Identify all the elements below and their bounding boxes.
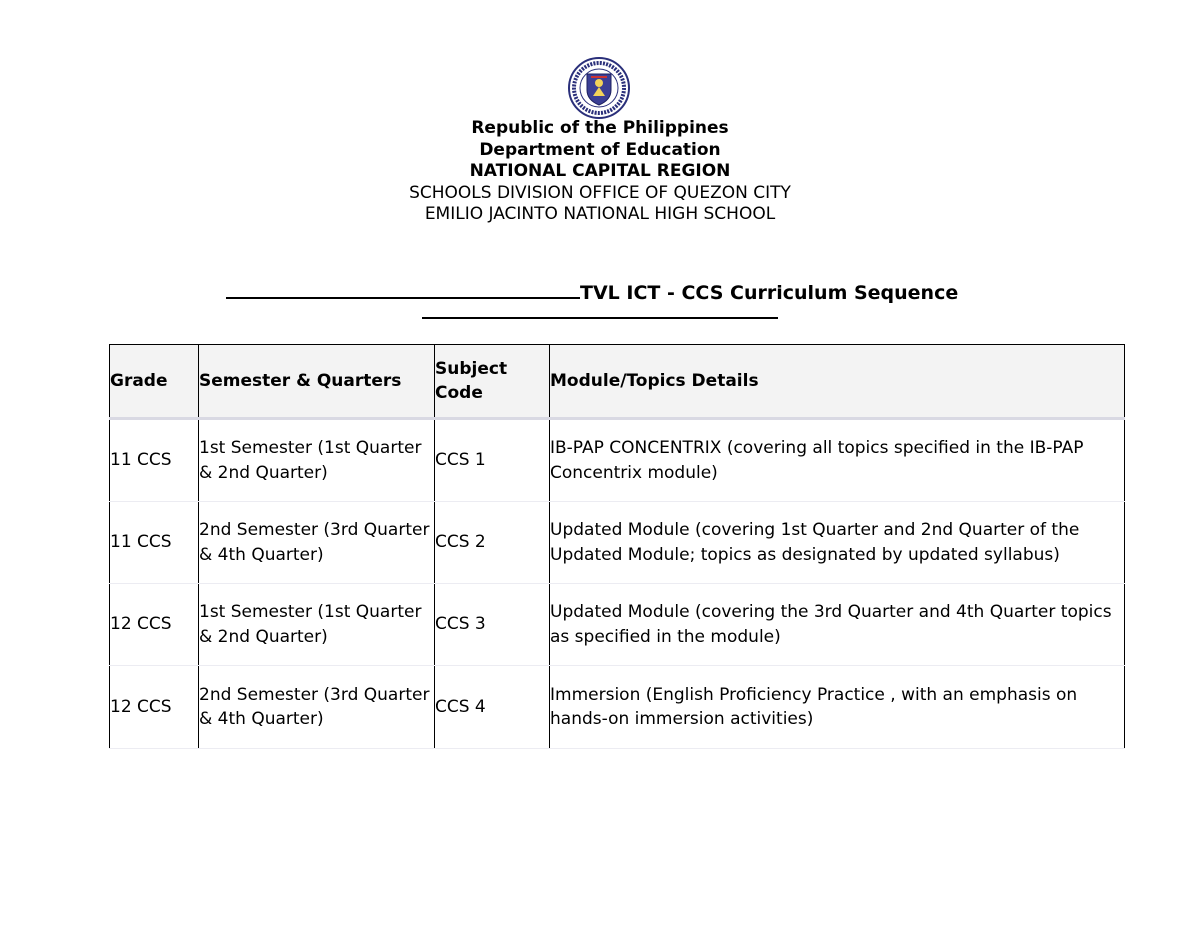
division-office: SCHOOLS DIVISION OFFICE OF QUEZON CITY <box>409 182 791 203</box>
cell-subject-code: CCS 1 <box>435 419 550 502</box>
cell-details: Immersion (English Proficiency Practice , with an emphasis on hands-on immersion activities) <box>550 666 1125 749</box>
table-row <box>110 666 1125 749</box>
table-header-row <box>110 345 1125 419</box>
cell-semester: 1st Semester (1st Quarter & 2nd Quarter) <box>199 419 435 502</box>
table-row <box>110 419 1125 502</box>
cell-semester: 2nd Semester (3rd Quarter & 4th Quarter) <box>199 502 435 584</box>
table-row <box>110 502 1125 584</box>
title-underline-rule <box>422 317 778 319</box>
cell-semester: 1st Semester (1st Quarter & 2nd Quarter) <box>199 584 435 666</box>
letterhead <box>0 118 1200 226</box>
deped-seal-logo <box>562 56 636 120</box>
curriculum-table <box>109 344 1125 749</box>
cell-grade: 11 CCS <box>110 502 199 584</box>
cell-subject-code: CCS 3 <box>435 584 550 666</box>
cell-details: Updated Module (covering 1st Quarter and 2nd Quarter of the Updated Module; topics as designated by updated syllabus) <box>550 502 1125 584</box>
table-row <box>110 584 1125 666</box>
cell-grade: 12 CCS <box>110 584 199 666</box>
title-leading-rule <box>226 297 580 299</box>
cell-details: Updated Module (covering the 3rd Quarter and 4th Quarter topics as specified in the module) <box>550 584 1125 666</box>
school-name: EMILIO JACINTO NATIONAL HIGH SCHOOL <box>424 204 776 224</box>
column-header-grade: Grade <box>110 345 199 419</box>
document-title: TVL ICT - CCS Curriculum Sequence <box>580 282 959 304</box>
column-header-subject-code: Subject Code <box>435 345 550 419</box>
cell-subject-code: CCS 4 <box>435 666 550 749</box>
column-header-details: Module/Topics Details <box>550 345 1125 419</box>
region-name: NATIONAL CAPITAL REGION <box>469 161 731 181</box>
document-title-row <box>226 280 958 304</box>
cell-details: IB-PAP CONCENTRIX (covering all topics specified in the IB-PAP Concentrix module) <box>550 419 1125 502</box>
column-header-semester: Semester & Quarters <box>199 345 435 419</box>
cell-grade: 11 CCS <box>110 419 199 502</box>
cell-semester: 2nd Semester (3rd Quarter & 4th Quarter) <box>199 666 435 749</box>
country-name: Republic of the Philippines <box>471 118 729 138</box>
cell-grade: 12 CCS <box>110 666 199 749</box>
cell-subject-code: CCS 2 <box>435 502 550 584</box>
department-name: Department of Education <box>479 139 721 160</box>
